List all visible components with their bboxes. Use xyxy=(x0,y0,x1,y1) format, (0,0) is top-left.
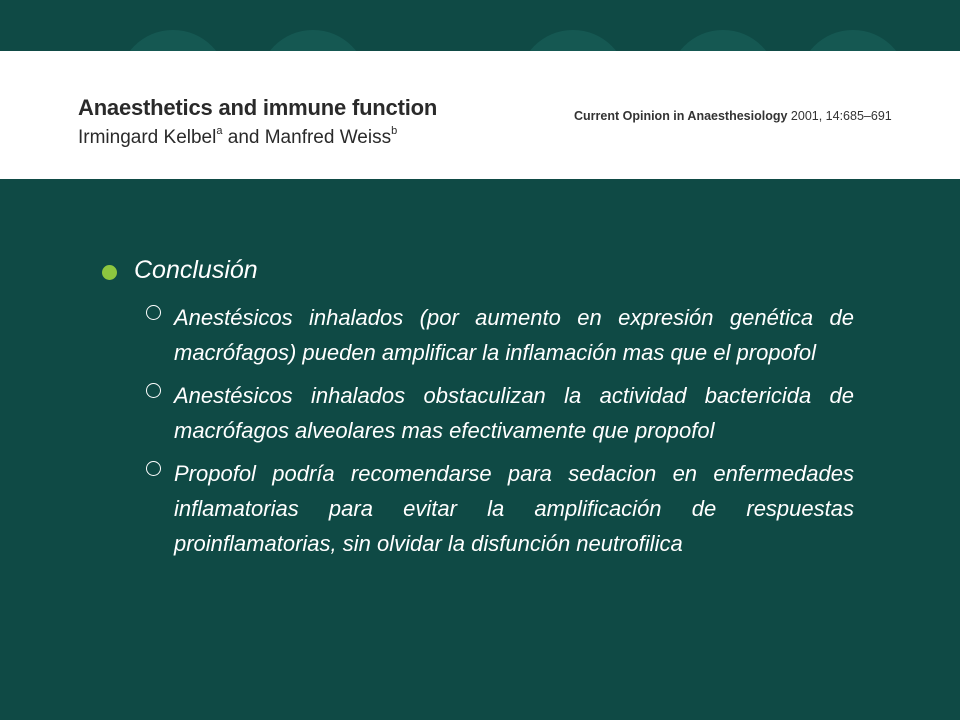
main-bullet xyxy=(100,256,860,290)
author-name: Manfred Weiss xyxy=(264,127,392,148)
filled-circle-bullet-icon xyxy=(102,265,117,280)
journal-citation xyxy=(574,109,892,123)
author-affiliation-mark: a xyxy=(216,125,223,137)
list-item xyxy=(100,300,860,370)
hollow-circle-bullet-icon xyxy=(146,461,161,476)
list-item-text: Propofol podría recomendarse para sedacion en enfermedades inflamatorias para evitar la amplificación de respuestas proinflamatorias, sin olvidar la disfunción neutrofilica xyxy=(174,461,854,556)
conclusion-list xyxy=(100,300,860,561)
article-title: Anaesthetics and immune function xyxy=(78,95,438,120)
slide-content xyxy=(100,256,860,569)
author-affiliation-mark: b xyxy=(391,125,398,137)
article-authors xyxy=(78,125,397,149)
list-item-text: Anestésicos inhalados (por aumento en expresión genética de macrófagos) pueden amplificar la inflamación mas que el propofol xyxy=(174,305,854,365)
section-heading: Conclusión xyxy=(134,256,258,284)
list-item xyxy=(100,378,860,448)
hollow-circle-bullet-icon xyxy=(146,383,161,398)
citation-details: 2001, 14:685–691 xyxy=(787,109,892,123)
article-header-band xyxy=(0,51,960,179)
list-item-text: Anestésicos inhalados obstaculizan la actividad bactericida de macrófagos alveolares mas efectivamente que propofol xyxy=(174,383,854,443)
list-item xyxy=(100,456,860,561)
author-joiner: and xyxy=(222,127,265,148)
hollow-circle-bullet-icon xyxy=(146,305,161,320)
journal-name: Current Opinion in Anaesthesiology xyxy=(574,109,788,123)
author-name: Irmingard Kelbel xyxy=(78,127,217,148)
